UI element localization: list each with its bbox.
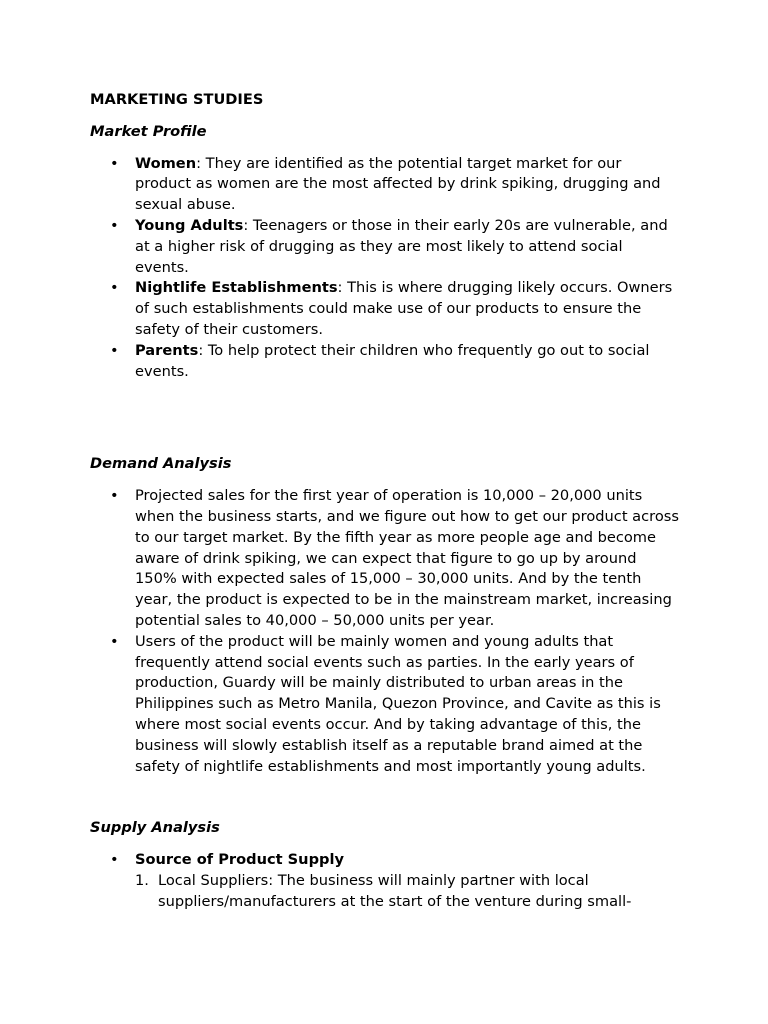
market-profile-heading: Market Profile [90,122,207,140]
list-item [90,278,680,340]
list-item-term: Young Adults [135,216,244,234]
demand-analysis-list [90,486,690,777]
list-item-text: : To help protect their children who frequently go out to social events. [135,341,650,380]
bullet-icon: • [110,341,119,359]
supply-analysis-heading: Supply Analysis [90,819,220,837]
market-profile-list [90,154,690,383]
list-item-term: Nightlife Establishments [135,279,338,297]
list-item-text: Users of the product will be mainly women and young adults that frequently attend social events such as parties. In the early years of production, Guardy will be mainly distributed to urban areas in the Philippines such as Metro Manila, Quezon Province, and Cavite as this is where most social events occur. And by taking advantage of this, the business will slowly establish itself as a reputable brand aimed at the safety of nightlife establishments and most importantly young adults. [135,632,661,775]
item-number: 1. [135,871,149,889]
bullet-icon: • [110,851,119,869]
list-item-text: : This is where drugging likely occurs. Owners of such establishments could make use of our products to ensure the safety of their customers. [135,279,673,338]
list-item-term: Source of Product Supply [135,851,344,869]
section-spacer [90,382,690,454]
bullet-icon: • [110,154,119,172]
list-item [90,632,680,778]
list-item [90,216,680,278]
list-item [90,341,680,383]
numbered-item [90,871,658,913]
bullet-icon: • [110,279,119,297]
list-item-term: Parents [135,341,199,359]
list-item-text: Projected sales for the first year of operation is 10,000 – 20,000 units when the business starts, and we figure out how to get our product across to our target market. By the fifth year as more people age and become aware of drink spiking, we can expect that figure to go up by around 150% with expected sales of 15,000 – 30,000 units. And by the tenth year, the product is expected to be in the mainstream market, increasing potential sales to 40,000 – 50,000 units per year. [135,487,679,629]
demand-analysis-heading: Demand Analysis [90,455,232,473]
list-item-text: : Teenagers or those in their early 20s are vulnerable, and at a higher risk of drugging as they are most likely to attend social events. [135,216,668,276]
supply-source-numbered-list [90,871,690,913]
list-item-term: Women [135,154,197,172]
bullet-icon: • [110,487,119,505]
bullet-icon: • [110,632,119,650]
numbered-item-text: Local Suppliers: The business will mainly partner with local suppliers/manufacturers at the start of the venture during small- [158,871,632,910]
list-item [90,850,680,871]
document-page [90,90,690,913]
list-item-text: : They are identified as the potential target market for our product as women are the most affected by drink spiking, drugging and sexual abuse. [135,154,661,214]
list-item [90,486,680,632]
supply-analysis-list [90,850,690,871]
bullet-icon: • [110,216,119,234]
document-title: MARKETING STUDIES [90,91,264,108]
section-spacer [90,777,690,818]
list-item [90,154,680,216]
